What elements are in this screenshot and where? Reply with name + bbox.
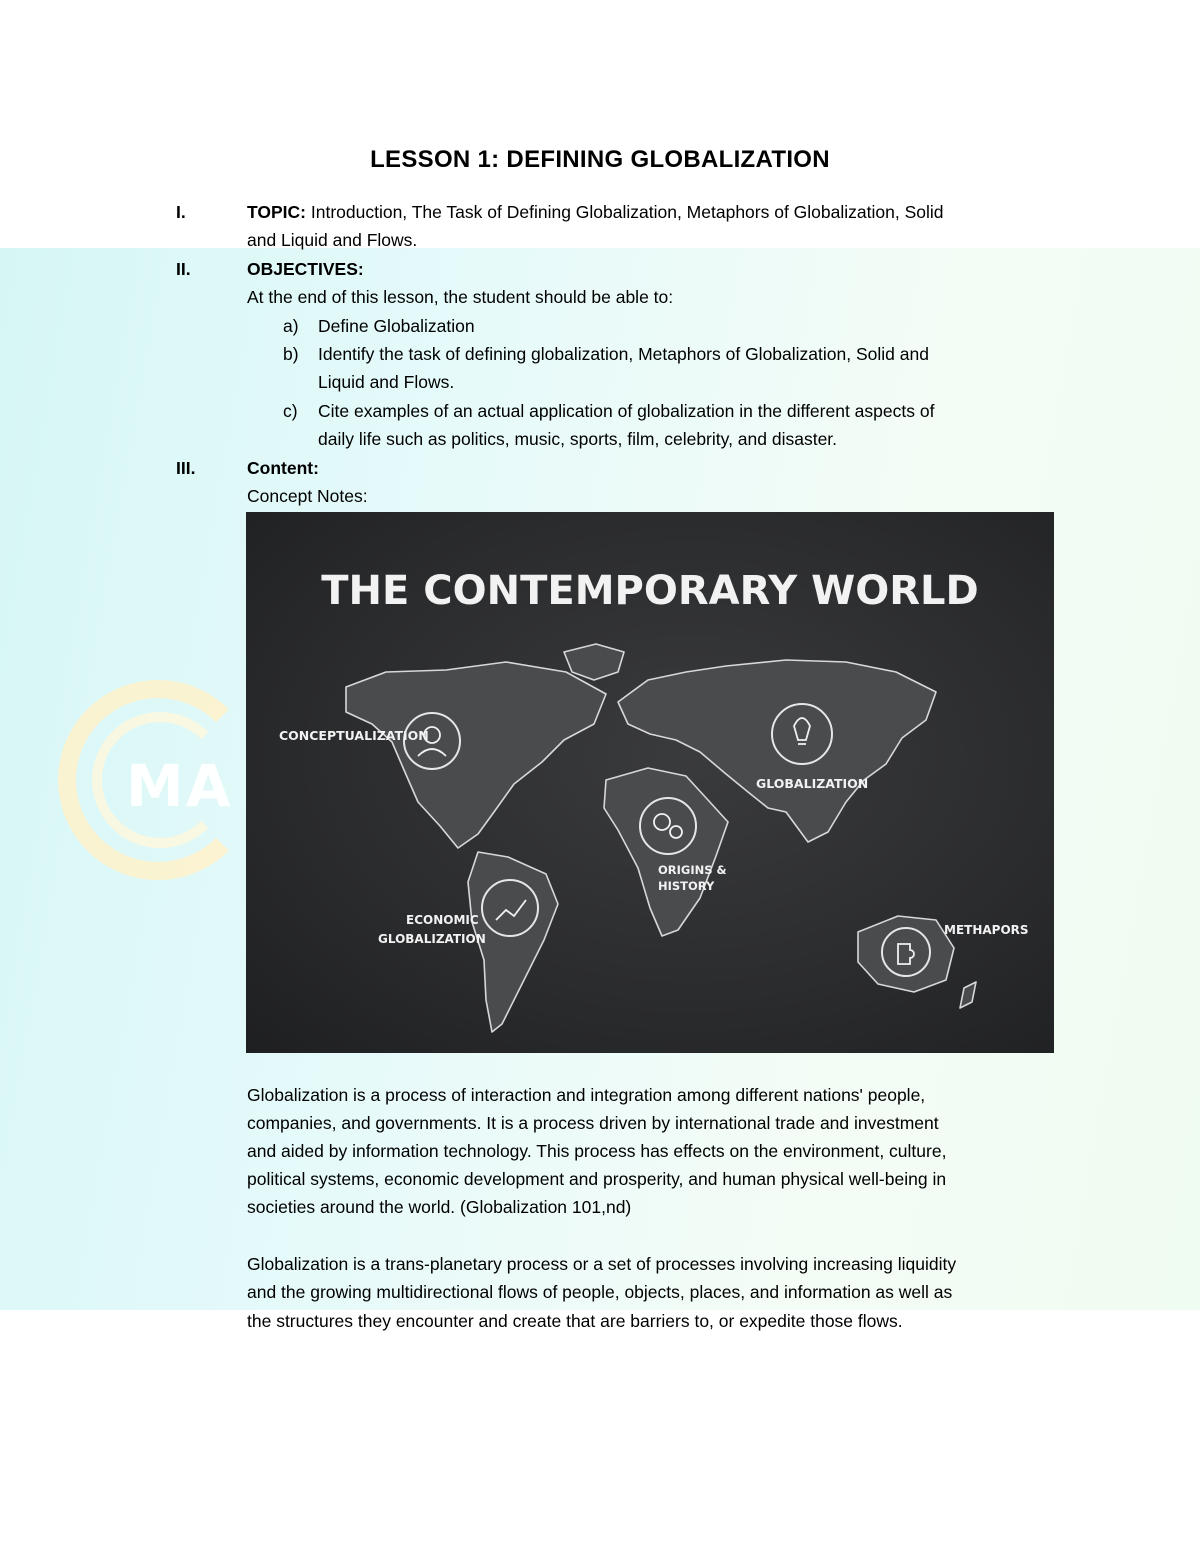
objective-b-text-2: Liquid and Flows. — [318, 372, 455, 392]
africa-shape — [604, 768, 728, 936]
paragraph-1-line-1: Globalization is a process of interaction and integration among different nations' people, — [247, 1085, 926, 1105]
topic-label: TOPIC: — [247, 202, 306, 222]
content-heading: Content: — [247, 458, 319, 478]
paragraph-2-line-2: and the growing multidirectional flows of people, objects, places, and information as well as — [247, 1282, 953, 1302]
objective-marker-c: c) — [283, 401, 298, 421]
section-numeral-objectives: II. — [176, 259, 191, 279]
paragraph-1-line-5: societies around the world. (Globalization 101,nd) — [247, 1197, 632, 1217]
north-america-shape — [346, 662, 606, 848]
topic-text: Introduction, The Task of Defining Globalization, Metaphors of Globalization, Solid — [306, 202, 944, 222]
contemporary-world-figure — [246, 512, 1054, 1053]
greenland-shape — [564, 644, 624, 680]
world-map-chalkboard — [246, 512, 1054, 1053]
label-conceptualization: CONCEPTUALIZATION — [279, 728, 429, 743]
label-metaphors: METHAPORS — [944, 923, 1029, 937]
paragraph-1-line-3: and aided by information technology. This process has effects on the environment, culture, — [247, 1141, 947, 1161]
label-origins-2: HISTORY — [658, 879, 715, 893]
topic-line-2: and Liquid and Flows. — [247, 230, 418, 250]
objective-c-text-1: Cite examples of an actual application of globalization in the different aspects of — [318, 401, 935, 421]
topic-line-1 — [247, 198, 944, 226]
objectives-heading: OBJECTIVES: — [247, 259, 364, 279]
lesson-title: LESSON 1: DEFINING GLOBALIZATION — [370, 146, 830, 173]
label-economic-2: GLOBALIZATION — [378, 932, 486, 946]
objective-marker-a: a) — [283, 316, 299, 336]
section-numeral-topic: I. — [176, 202, 186, 222]
watermark-text: MA — [126, 752, 233, 820]
paragraph-2-line-1: Globalization is a trans-planetary process or a set of processes involving increasing liquidity — [247, 1254, 957, 1274]
concept-notes-subheading: Concept Notes: — [247, 486, 368, 506]
paragraph-1-line-2: companies, and governments. It is a process driven by international trade and investment — [247, 1113, 939, 1133]
label-origins-1: ORIGINS & — [658, 863, 727, 877]
continents — [346, 644, 976, 1032]
figure-heading: THE CONTEMPORARY WORLD — [321, 568, 979, 614]
objective-b-text-1: Identify the task of defining globalization, Metaphors of Globalization, Solid and — [318, 344, 929, 364]
paragraph-1-line-4: political systems, economic development and prosperity, and human physical well-being in — [247, 1169, 947, 1189]
new-zealand-shape — [960, 982, 976, 1008]
objective-a-text: Define Globalization — [318, 316, 475, 336]
label-globalization: GLOBALIZATION — [756, 776, 869, 791]
objective-marker-b: b) — [283, 344, 299, 364]
objectives-intro: At the end of this lesson, the student should be able to: — [247, 287, 674, 307]
paragraph-2-line-3: the structures they encounter and create that are barriers to, or expedite those flows. — [247, 1311, 903, 1331]
section-numeral-content: III. — [176, 458, 196, 478]
label-economic-1: ECONOMIC — [406, 913, 479, 927]
objective-c-text-2: daily life such as politics, music, sports, film, celebrity, and disaster. — [318, 429, 838, 449]
